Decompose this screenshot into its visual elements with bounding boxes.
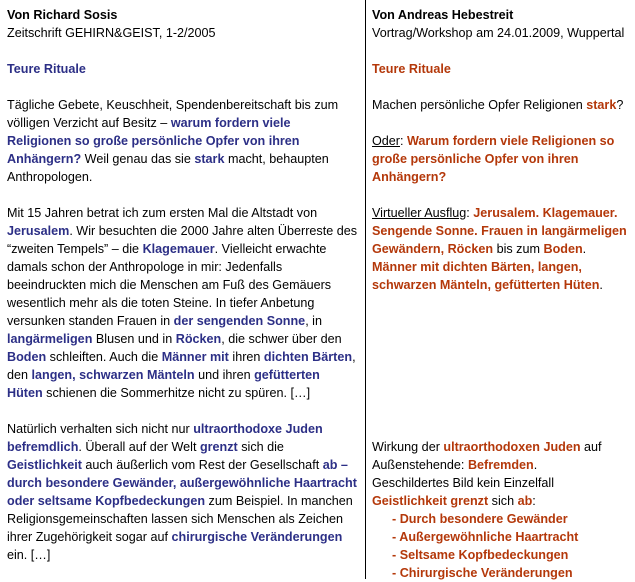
highlight: grenzt — [199, 440, 238, 454]
text: , die schwer über den — [221, 332, 342, 346]
text: auf Außenstehende: — [372, 440, 602, 472]
highlight: ab – durch besondere Gewänder, außergewöhnliche Haartracht oder seltsame Kopfbedeckungen — [7, 458, 357, 508]
highlight: dichten Bärten — [263, 350, 353, 364]
highlight: warum fordern viele Religionen so große persönliche Opfer von ihren Anhängern? — [7, 116, 300, 166]
highlight: Geistlichkeit — [7, 458, 82, 472]
text: Natürlich verhalten sich nicht nur — [7, 422, 194, 436]
text: schienen die Sommerhitze nicht zu spüren. […] — [42, 386, 311, 400]
right-paragraph-4 — [372, 438, 631, 474]
right-author: Von Andreas Hebestreit — [372, 8, 514, 22]
left-paragraph-2 — [7, 204, 358, 402]
highlight: Boden — [543, 242, 583, 256]
text: : — [400, 134, 407, 148]
right-title: Teure Rituale — [372, 62, 451, 76]
highlight: ab — [517, 494, 533, 508]
text: Machen persönliche Opfer Religionen — [372, 98, 587, 112]
highlight: Klagemauer — [142, 242, 215, 256]
highlight: Männer mit — [161, 350, 229, 364]
highlight: Jerusalem — [7, 224, 70, 238]
text: sich die — [237, 440, 284, 454]
text: , den — [7, 350, 356, 382]
highlight: Befremden — [467, 458, 534, 472]
highlight: Geistlichkeit grenzt — [372, 494, 489, 508]
text: Weil genau das sie — [81, 152, 195, 166]
text: macht, behaupten Anthropologen. — [7, 152, 329, 184]
right-paragraph-6 — [372, 492, 631, 510]
text: ihren — [228, 350, 264, 364]
right-column — [365, 0, 635, 579]
highlight: chirurgische Veränderungen — [171, 530, 343, 544]
left-author: Von Richard Sosis — [7, 8, 118, 22]
list-item: - Chirurgische Veränderungen — [392, 566, 573, 580]
text: zum Beispiel. In manchen Religionsgemeinschaften lassen sich Menschen als Zeichen ihrer Zugehörigkeit sogar auf — [7, 494, 353, 544]
list-item: - Durch besondere Gewänder — [392, 512, 568, 526]
highlight: Jerusalem. Klagemauer. Sengende Sonne. Frauen in langärmeligen Gewändern, Röcken — [372, 206, 627, 256]
highlight: Röcken — [175, 332, 222, 346]
text: . Wir besuchten die 2000 Jahre alten Überreste des “zweiten Tempels” – die — [7, 224, 358, 256]
highlight: langärmeligen — [7, 332, 93, 346]
underlined-label: Oder — [372, 134, 400, 148]
highlight: ultraorthodoxen Juden — [443, 440, 581, 454]
left-paragraph-1 — [7, 96, 358, 186]
left-paragraph-3 — [7, 420, 358, 564]
text: Mit 15 Jahren betrat ich zum ersten Mal die Altstadt von — [7, 206, 318, 220]
highlight: Männer mit dichten Bärten, langen, schwarzen Mänteln, gefütterten Hüten — [372, 260, 600, 292]
text: sich — [488, 494, 518, 508]
text: Wirkung der — [372, 440, 444, 454]
right-paragraph-3 — [372, 204, 631, 294]
list-item: - Außergewöhnliche Haartracht — [392, 530, 579, 544]
text: . Vielleicht erwachte damals schon der Anthropologe in mir: Jedenfalls beeindruckten mich die Menschen am Fuß des Gemäuers wesentlich mehr als die toten Steine. In tiefer Anbetung versunken standen Frauen in — [7, 242, 332, 328]
text: , in — [305, 314, 322, 328]
right-list — [372, 510, 631, 582]
text: auch äußerlich vom Rest der Gesellschaft — [81, 458, 323, 472]
left-title: Teure Rituale — [7, 62, 86, 76]
text: und ihren — [194, 368, 255, 382]
text: schleiften. Auch die — [46, 350, 162, 364]
text: Tägliche Gebete, Keuschheit, Spendenbereitschaft bis zum völligen Verzicht auf Besitz – — [7, 98, 339, 130]
right-paragraph-5: Geschildertes Bild kein Einzelfall — [372, 476, 554, 490]
text: . — [582, 242, 587, 256]
text: ? — [616, 98, 624, 112]
right-paragraph-2 — [372, 132, 631, 186]
right-paragraph-1 — [372, 96, 631, 114]
highlight: Boden — [7, 350, 47, 364]
text: ein. […] — [7, 548, 51, 562]
text: : — [466, 206, 474, 220]
text: : — [532, 494, 536, 508]
highlight: ultraorthodoxe Juden befremdlich — [7, 422, 323, 454]
highlight: gefütterten Hüten — [7, 368, 320, 400]
list-item: - Seltsame Kopfbedeckungen — [392, 548, 569, 562]
text: . Überall auf der Welt — [78, 440, 200, 454]
text: . — [599, 278, 603, 292]
highlight: Warum fordern viele Religionen so große persönliche Opfer von ihren Anhängern? — [372, 134, 615, 184]
left-source: Zeitschrift GEHIRN&GEIST, 1-2/2005 — [7, 26, 216, 40]
right-source: Vortrag/Workshop am 24.01.2009, Wuppertal — [372, 26, 625, 40]
highlight: der sengenden Sonne — [173, 314, 306, 328]
text: Blusen und in — [92, 332, 176, 346]
highlight: langen, schwarzen Mänteln — [31, 368, 195, 382]
text: . — [533, 458, 538, 472]
highlight: stark — [194, 152, 225, 166]
highlight: stark — [586, 98, 617, 112]
text: bis zum — [493, 242, 544, 256]
underlined-label: Virtueller Ausflug — [372, 206, 467, 220]
